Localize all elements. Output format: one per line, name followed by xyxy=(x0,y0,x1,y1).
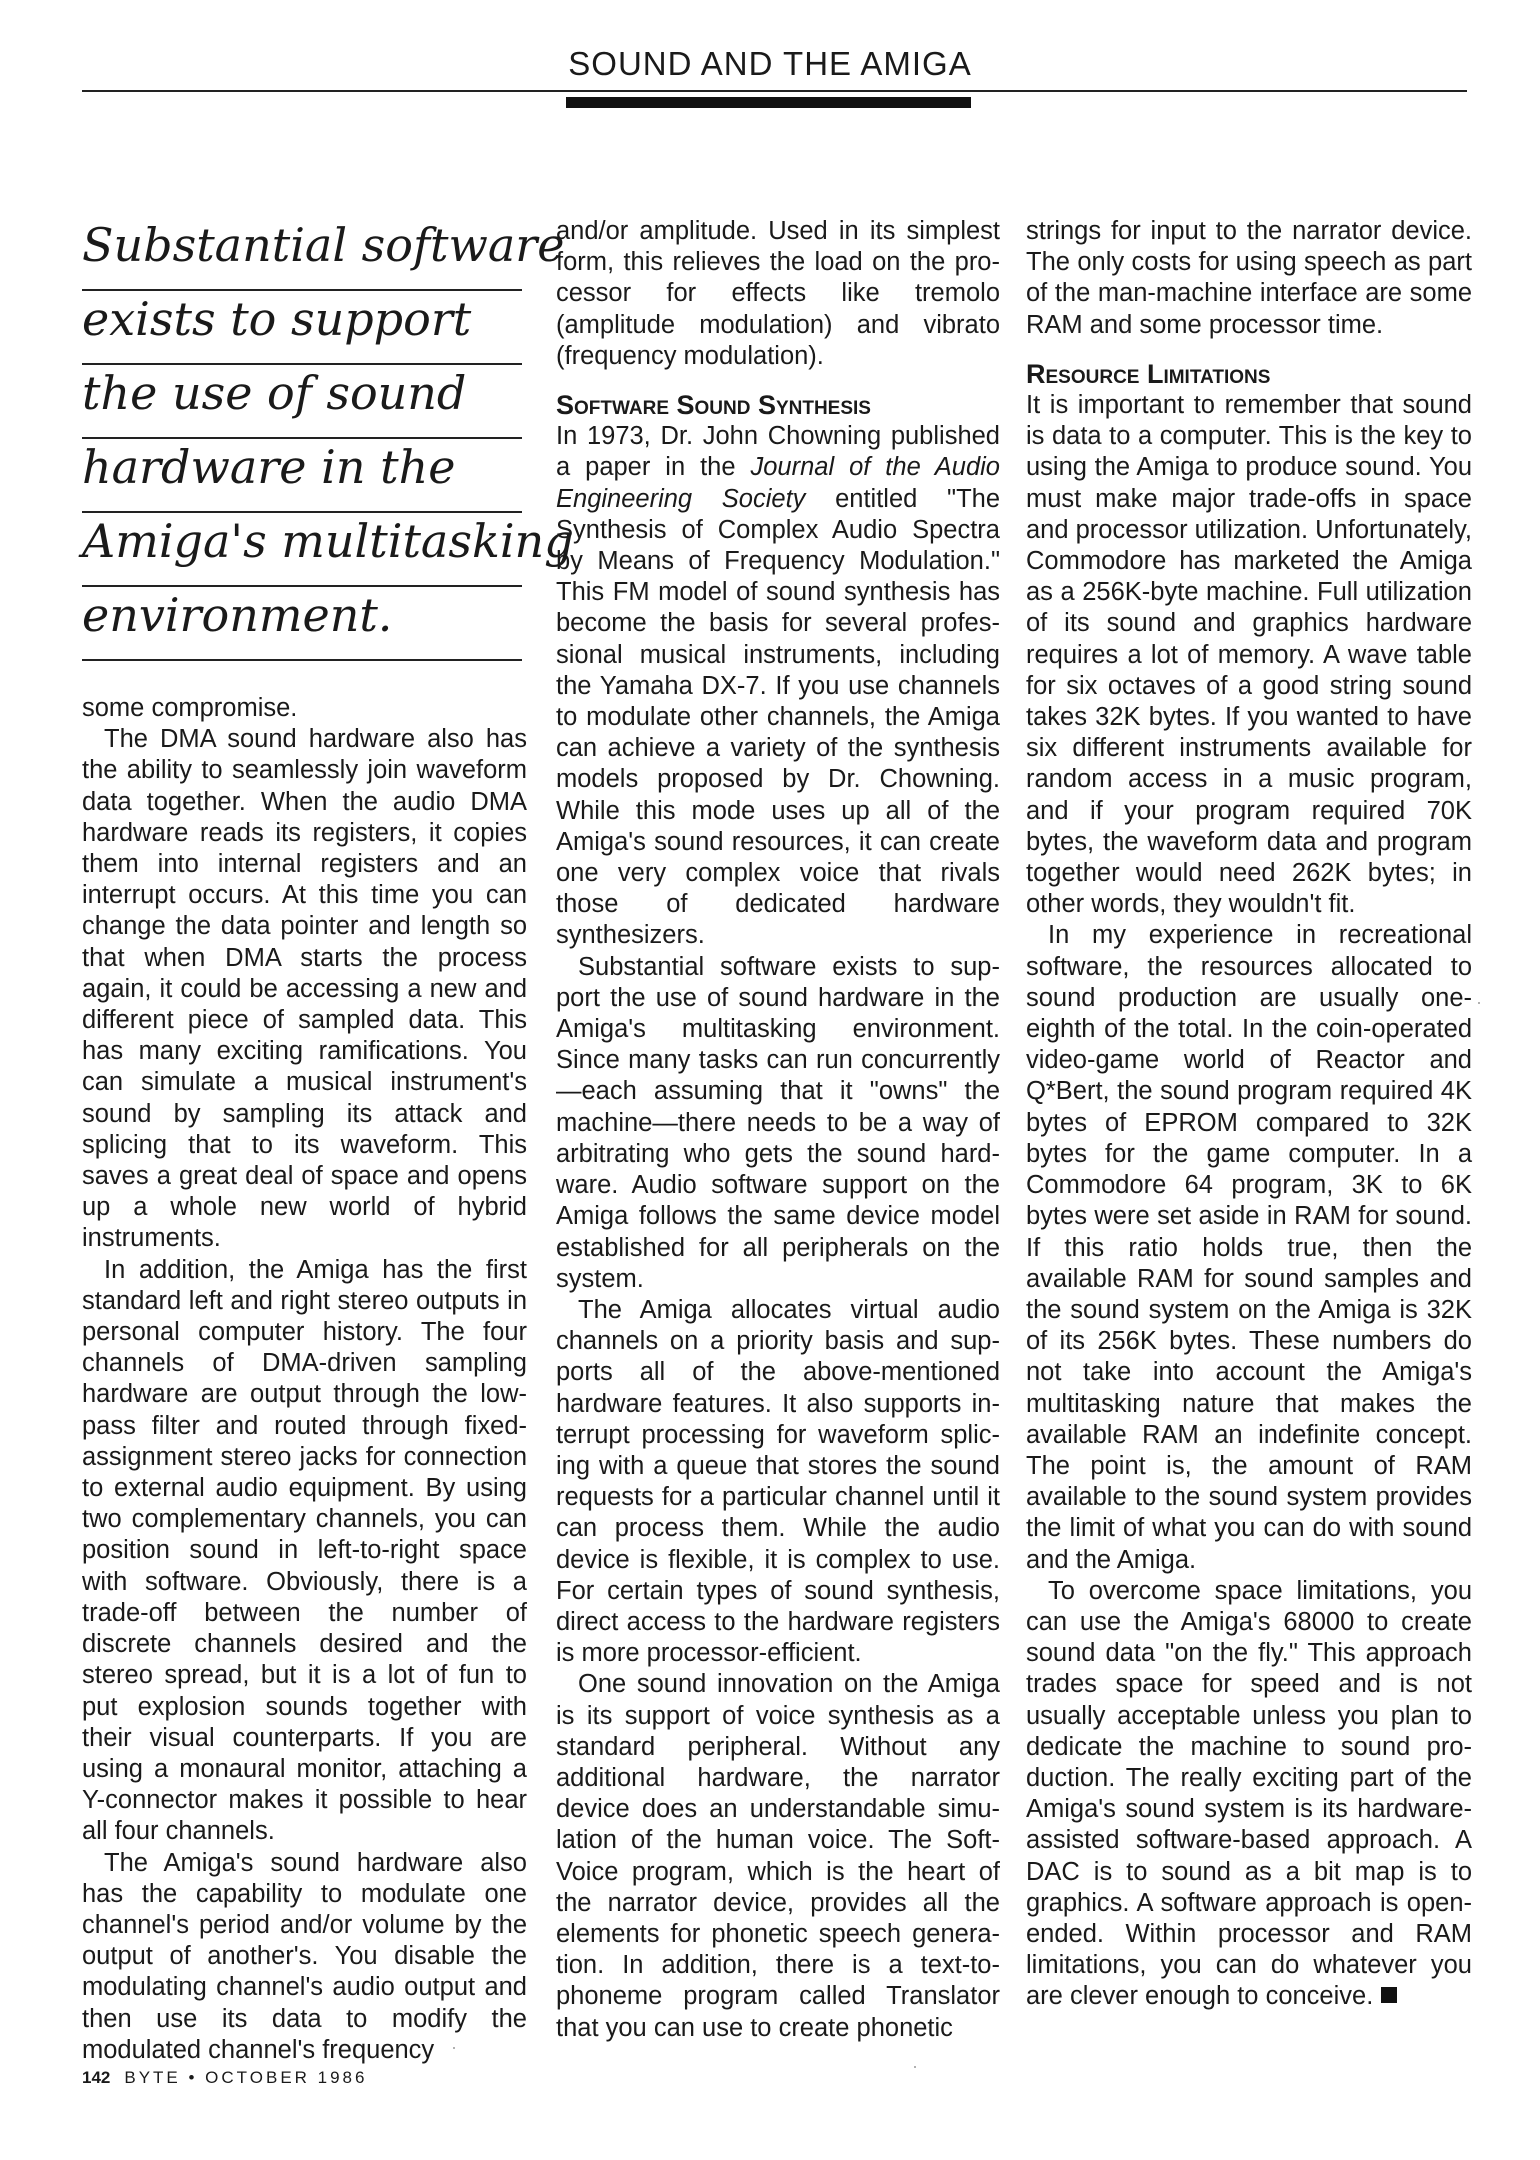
paragraph: and/or amplitude. Used in its simplest form, this relieves the load on the processor for effects like tremolo (amplitude modulation) and vibrato (frequency modulation). xyxy=(556,217,1000,370)
paragraph-text: entitled "The Synthesis of Complex Audio Spectra by Means of Frequency Modulation." This FM model of sound synthesis has become the basis for several professional musical instruments, including the Yamaha DX-7. If you use channels to modulate other channels, the Amiga can achieve a variety of the synthesis models proposed by Dr. Chowning. While this mode uses up all of the Amiga's sound resources, it can create one very complex voice that rivals those of dedicated hardware synthesizers. xyxy=(556,484,1001,950)
paragraph: In addition, the Amiga has the first standard left and right stereo outputs in personal computer history. The four channels of DMA-driven sampling hardware are output through the low-pass filter and routed through fixed-assignment stereo jacks for connection to external audio equipment. By using two complementary channels, you can position sound in left-to-right space with software. Obviously, there is a trade-off between the number of discrete channels desired and the stereo spread, but it is a lot of fun to put explosion sounds together with their visual counterparts. If you are using a monaural monitor, attaching a Y-connector makes it possible to hear all four channels. xyxy=(82,1255,527,1846)
end-of-article-square-icon xyxy=(1381,1987,1397,2003)
paragraph: In my experience in recreational software, the resources allocated to sound production are usually one-eighth of the total. In the coin-operated video-game world of Reactor and Q*Bert, the sound program required 4K bytes of EPROM compared to 32K bytes for the game computer. In a Commodore 64 program, 3K to 6K bytes were set aside in RAM for sound. If this ratio holds true, then the available RAM for sound samples and the sound system on the Amiga is 32K of its 256K bytes. These numbers do not take into account the Amiga's multitasking nature that makes the available RAM an indefinite concept. The point is, the amount of RAM available to the sound system provides the limit of what you can do with sound and the Amiga. xyxy=(1026,921,1472,1574)
pull-quote-line: environment. xyxy=(82,587,522,661)
paragraph: The Amiga's sound hardware also has the capability to modulate one channel's period and/or volume by the output of another's. You disable the modulating channel's audio output and then use its data to modify the modulated channel's frequency xyxy=(82,1848,527,2064)
article-column-2 xyxy=(556,216,1000,2044)
page-number: 142 xyxy=(82,2068,111,2087)
pull-quote-line: the use of sound xyxy=(82,365,522,439)
section-heading-software-sound-synthesis: Software Sound Synthesis xyxy=(556,390,871,421)
article-column-1 xyxy=(82,693,527,2066)
pull-quote-line: exists to support xyxy=(82,291,522,365)
paragraph: The DMA sound hardware also has the ability to seamlessly join waveform data together. When the audio DMA hardware reads its registers, it copies them into internal registers and an interrupt occurs. At this time you can change the data pointer and length so that when DMA starts the process again, it could be accessing a new and different piece of sampled data. This has many exciting ramifications. You can simulate a musical instrument's sound by sampling its attack and splicing that to its waveform. This saves a great deal of space and opens up a whole new world of hybrid instruments. xyxy=(82,725,527,1253)
scan-speck xyxy=(1478,1002,1480,1004)
article-column-3 xyxy=(1026,216,1472,2013)
pull-quote xyxy=(82,217,574,661)
publication-line: BYTE • OCTOBER 1986 xyxy=(124,2068,368,2087)
pull-quote-line: Substantial software xyxy=(82,217,522,291)
paragraph: some compromise. xyxy=(82,694,298,722)
paragraph: strings for input to the narrator device. The only costs for using speech as part of the man-machine interface are some RAM and some processor time. xyxy=(1026,217,1472,339)
paragraph: It is important to remember that sound is data to a computer. This is the key to using the Amiga to produce sound. You must make major trade-offs in space and processor utilization. Unfortunately, Commodore has marketed the Amiga as a 256K-byte machine. Full utilization of its sound and graphics hardware requires a lot of memory. A wave table for six octaves of a good string sound takes 32K bytes. If you wanted to have six different instruments available for random access in a music program, and if your program required 70K bytes, the waveform data and program together would need 262K bytes; in other words, they wouldn't fit. xyxy=(1026,391,1473,919)
scan-speck xyxy=(453,2047,455,2049)
paragraph: The Amiga allocates virtual audio channels on a priority basis and supports all of the above-mentioned hardware features. It also supports interrupt processing for waveform splicing with a queue that stores the sound requests for a particular channel until it can process them. While the audio device is flexible, it is complex to use. For certain types of sound synthesis, direct access to the hardware registers is more processor-efficient. xyxy=(556,1295,1000,1668)
pull-quote-line: Amiga's multitasking xyxy=(82,513,522,587)
paragraph xyxy=(556,421,1000,951)
paragraph-text: To overcome space limitations, you can use the Amiga's 68000 to create sound data "on the fly." This approach trades space for speed and is not usually acceptable unless you plan to dedicate the machine to sound production. The really exciting part of the Amiga's sound system is its hardware-assisted software-based approach. A DAC is to sound as a bit map is to graphics. A software approach is open-ended. Within processor and RAM limitations, you can do whatever you are clever enough to conceive. xyxy=(1026,1576,1472,2011)
paragraph xyxy=(1026,1576,1472,2013)
scan-speck xyxy=(914,2066,916,2068)
page-footer xyxy=(82,2068,367,2088)
running-header-title: SOUND AND THE AMIGA xyxy=(568,45,972,82)
pull-quote-line: hardware in the xyxy=(82,439,522,513)
paragraph: One sound innovation on the Amiga is its support of voice synthesis as a standard peripheral. Without any additional hardware, the narrator device does an understandable simulation of the human voice. The Soft-Voice program, which is the heart of the narrator device, provides all the elements for phonetic speech generation. In addition, there is a text-to-phoneme program called Translator that you can use to create phonetic xyxy=(556,1670,1000,2042)
journal-title: Journal of the Audio Engineering Society xyxy=(556,453,1000,513)
paragraph-text: In 1973, Dr. John Chowning published a paper in the xyxy=(556,422,1000,482)
header-rule-thick xyxy=(566,97,971,108)
paragraph: Substantial software exists to support the use of sound hardware in the Amiga's multitasking environment. Since many tasks can run concurrently—each assuming that it "owns" the machine—there needs to be a way of arbitrating who gets the sound hardware. Audio software support on the Amiga follows the same device model established for all peripherals on the system. xyxy=(556,952,1000,1293)
header-rule-thin xyxy=(82,90,1467,92)
section-heading-resource-limitations: Resource Limitations xyxy=(1026,358,1271,389)
